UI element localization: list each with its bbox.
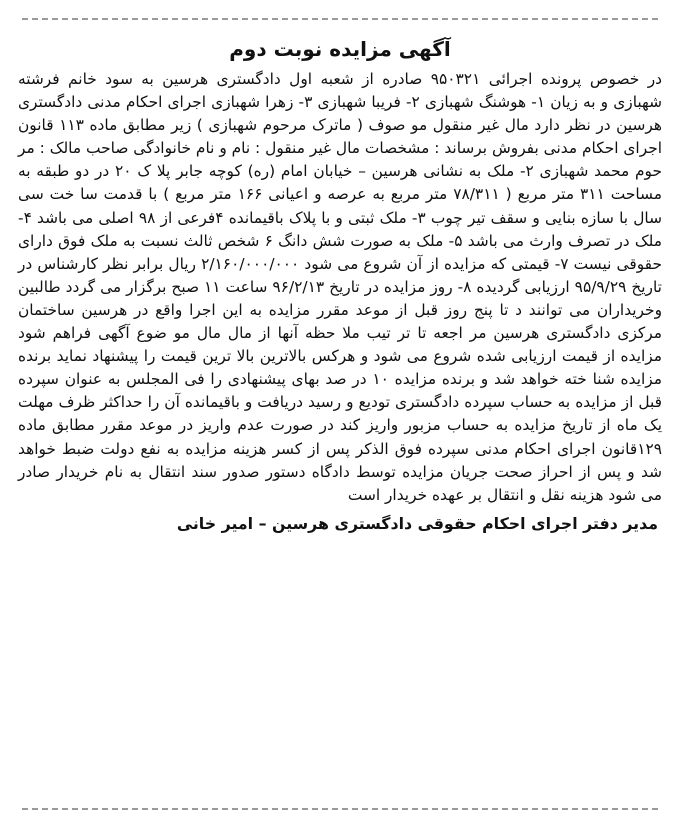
auction-notice <box>16 10 664 810</box>
notice-signature: مدیر دفتر اجرای احکام حقوقی دادگستری هرسین – امیر خانی <box>176 513 658 533</box>
top-dashed-divider <box>22 18 658 20</box>
notice-body: در خصوص پرونده اجرائی ۹۵۰۳۲۱ صادره از شعبه اول دادگستری هرسین به سود خانم فرشته شهبازی و به زیان ۱- هوشنگ شهبازی ۲- فریبا شهبازی ۳- زهرا شهبازی اجرای احکام مدنی دادگستری هرسین در نظر دارد مال غیر منقول مو صوف ( ماترک مرحوم شهبازی ) زیر مطابق ماده ۱۱۳ قانون اجرای احکام مدنی بفروش برساند : مشخصات مال غیر منقول : نام و نام خانوادگی صاحب مالک : مر حوم محمد شهبازی ۲- ملک به نشانی هرسین – خیابان امام (ره) کوچه جابر پلا ک ۲۰ در دو طبقه به مساحت ۳۱۱ متر مربع ( ۷۸/۳۱۱ متر مربع به عرصه و اعیانی ۱۶۶ متر مربع ) با قدمت سا خت سی سال با سازه بنایی و سقف تیر چوب ۳- ملک ثبتی و با پلاک باقیمانده ۴فرعی از ۹۸ اصلی می باشد ۴- ملک در تصرف وارث می باشد ۵- ملک به صورت شش دانگ ۶ شخص ثالث نسبت به ملک فوق دارای حقوقی نیست ۷- قیمتی که مزایده از آن شروع می شود ۲/۱۶۰/۰۰۰/۰۰۰ ریال برابر نظر کارشناس در تاریخ ۹۵/۹/۲۹ ارزیابی گردیده ۸- روز مزایده در تاریخ ۹۶/۲/۱۳ ساعت ۱۱ صبح برگزار می گردد طالبین وخریداران می توانند د تا پنج روز قبل از موعد مقرر مزایده به این اجرا واقع در هرسین ساختمان مرکزی دادگستری هرسین مر اجعه تا تر تیب ملا حظه آنها از مال مال مو ضوع آگهی فراهم شود مزایده از قیمت ارزیابی شده شروع می شود و هرکس بالاترین بالا ترین قیمت را پیشنهاد نماید برنده مزایده شنا خته خواهد شد و برنده مزایده ۱۰ در صد بهای پیشنهادی را فی المجلس به عنوان سپرده قبل از مزایده به حساب سپرده دادگستری تودیع و رسید دریافت و باقیمانده آن را حداکثر ظرف مهلت یک ماه از تاریخ مزایده به حساب مزبور واریز کند در صورت عدم واریز در موعد مقرر مطابق ماده ۱۲۹قانون اجرای احکام مدنی سپرده فوق الذکر پس از کسر هزینه مزایده به نفع دولت ضبط خواهد شد و پس از احراز صحت جریان مزایده توسط دادگاه دستور صدور سند انتقال به نام خریدار صادر می شود هزینه نقل و انتقال بر عهده خریدار است <box>18 70 663 504</box>
bottom-dashed-divider <box>22 808 658 810</box>
notice-title: آگهی مزایده نوبت دوم <box>229 37 451 61</box>
